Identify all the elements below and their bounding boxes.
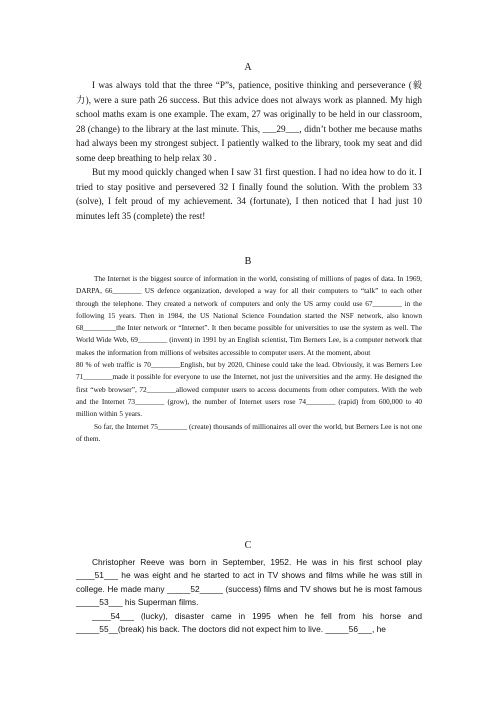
- section-a-text: [76, 78, 422, 223]
- section-b-paragraph-3: So far, the Internet 75________ (create) thousands of millionaires all over the world, but Berners Lee is not one of them.: [76, 421, 422, 443]
- section-b-text: [76, 273, 422, 445]
- section-b-paragraph-2: 80 % of web traffic is 70________English, but by 2020, Chinese could take the lead. Obviously, it was Berners Lee 71________made it possible for everyone to use the Internet, not just the universities and the army. He designed the first “web browser”, 72________allowed computer users to access documents from other computers. With the web and the Internet 73________ (grow), the number of Internet users rose 74________ (rapid) from 600,000 to 40 million within 5 years.: [76, 360, 422, 419]
- section-c-text: [76, 556, 422, 636]
- section-b-heading: B: [244, 256, 252, 267]
- section-c-heading: C: [244, 540, 252, 551]
- section-c-paragraph-1: Christopher Reeve was born in September, 1952. He was in his first school play ____51___ he was eight and he started to act in TV shows and films while he was still in college. He made many _____52_____ (success) films and TV shows but he is most famous _____53___ his Superman films.: [76, 557, 422, 608]
- section-a-heading: A: [244, 62, 252, 73]
- section-b-paragraph-1: The Internet is the biggest source of information in the world, consisting of millions of pages of data. In 1969, DARPA, 66________ US defence organization, developed a way for all their computers to “talk” to each other through the telephone. They created a network of computers and only the US army could use 67________ in the following 15 years. Then in 1984, the US National Science Foundation started the NSF network, also known 68_________the Inter network or “Internet”. It then became possible for universities to use the system as well. The World Wide Web, 69________ (invent) in 1991 by an English scientist, Tim Berners Lee, is a computer network that makes the information from millions of websites accessible to computer users. At the moment, about: [76, 274, 422, 357]
- section-a-paragraph-1: I was always told that the three “P”s, patience, positive thinking and perseverance (毅力), were a sure path 26 success. But this advice does not always work as planned. My high school maths exam is one example. The exam, 27 was originally to be held in our classroom, 28 (change) to the library at the last minute. This, ___29___, didn’t bother me because maths had always been my strongest subject. I patiently walked to the library, took my seat and did some deep breathing to help relax 30 .: [76, 80, 422, 163]
- section-c-paragraph-2: ____54___ (lucky), disaster came in 1995 when he fell from his horse and _____55__(break) his back. The doctors did not expect him to live. _____56___, he: [76, 610, 422, 635]
- section-a-paragraph-2: But my mood quickly changed when I saw 31 first question. I had no idea how to do it. I tried to stay positive and persevered 32 I finally found the solution. With the problem 33 (solve), I felt proud of my achievement. 34 (fortunate), I then noticed that I had just 10 minutes left 35 (complete) the rest!: [76, 167, 422, 221]
